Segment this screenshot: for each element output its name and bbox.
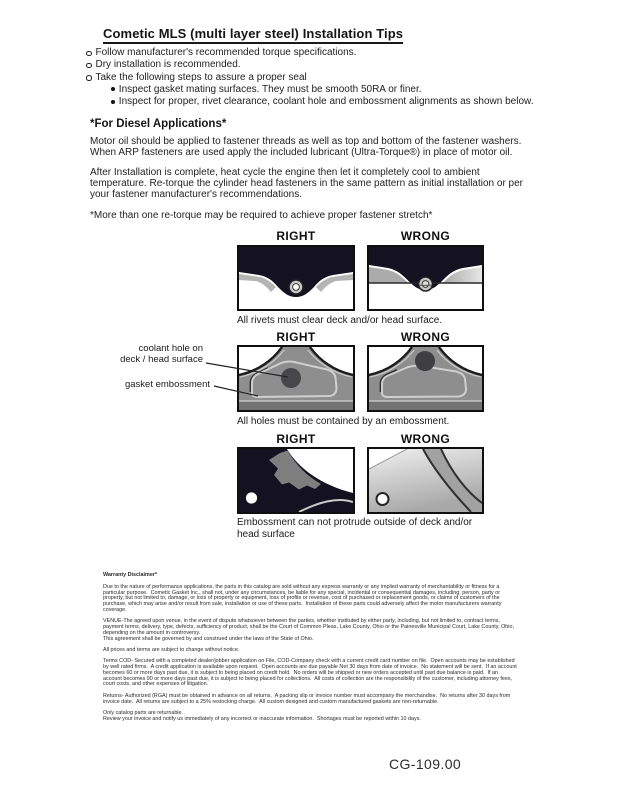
catalog-code: CG-109.00 <box>389 756 462 772</box>
bolt-hole <box>246 492 257 503</box>
diagram-caption: All holes must be contained by an embossment. <box>237 416 450 427</box>
wrong-label: WRONG <box>400 330 451 344</box>
disclaimer-heading: Warranty Disclaimer* <box>103 572 158 578</box>
open-bullet-icon <box>86 75 92 81</box>
diagram-protrude-wrong <box>367 447 484 514</box>
annotation-text: deck / head surface <box>120 354 203 365</box>
tip-text: Follow manufacturer's recommended torque specifications. <box>95 47 357 58</box>
disclaimer-paragraph: This agreement shall be governed by and construed under the laws of the State of Ohio. <box>103 635 314 642</box>
disclaimer-paragraph: All prices and terms are subject to change without notice. <box>103 646 240 653</box>
filled-bullet-icon <box>111 100 115 104</box>
list-item <box>86 84 536 96</box>
diesel-heading: *For Diesel Applications* <box>90 118 227 130</box>
open-bullet-icon <box>86 51 92 57</box>
coolant-hole-annotation <box>73 343 203 365</box>
annotation-pointer-lines <box>200 355 300 405</box>
paragraph: After Installation is complete, heat cycle the engine then let it completely cool to ambient temperature. Re-torque the cylinder head fasteners in the same pattern as initial installation or per your fastener manufacturer's recommendations. <box>90 167 526 201</box>
diagram-hole-wrong <box>367 345 484 412</box>
annotation-text: coolant hole on <box>138 343 203 354</box>
embossment-annotation <box>80 379 210 390</box>
page-title: Cometic MLS (multi layer steel) Installation Tips <box>103 26 403 44</box>
disclaimer-paragraph: Returns- Authorized (RGA) must be obtained in advance on all returns. A packing slip or invoice number must accompany the merchandise. No returns after 30 days from invoice date. All returns are subject to a 25% restocking charge. All custom designed and custom manufactured gaskets are non-returnable. <box>103 692 512 705</box>
right-label: RIGHT <box>276 432 316 446</box>
list-item <box>86 47 536 59</box>
diagram-rivet-right <box>237 245 355 311</box>
protrude-right-illustration <box>239 449 353 512</box>
bolt-hole <box>377 493 389 505</box>
disclaimer-paragraph: VENUE-The agreed upon venue, in the event of dispute whatsoever between the parties, whether instituted by either party, including, but not limited to, contract terms, payment terms, delivery, type, defects, sufficiency of product, shall be the Court of Common Pleas, Lake County, Ohio or the Painesville Municipal Court, Lake County, Ohio, depending on the amount in controversy. <box>103 618 516 636</box>
rivet-wrong-illustration <box>369 247 482 309</box>
paragraph: Motor oil should be applied to fastener threads as well as top and bottom of the fastener washers. When ARP fasteners are used apply the included lubricant (Ultra-Torque®) in place of motor oil. <box>90 136 525 159</box>
protrude-wrong-illustration <box>369 449 482 512</box>
diagram-caption: Embossment can not protrude outside of deck and/or head surface <box>237 517 473 540</box>
disclaimer-paragraph: Only catalog parts are returnable. <box>103 709 184 716</box>
hole-wrong-illustration <box>369 347 482 410</box>
paragraph: *More than one re-torque may be required to achieve proper fastener stretch* <box>90 210 433 221</box>
list-item <box>86 72 536 84</box>
list-item <box>86 96 536 108</box>
tip-text: Dry installation is recommended. <box>95 59 241 71</box>
diagram-caption: All rivets must clear deck and/or head surface. <box>237 315 443 326</box>
open-bullet-icon <box>86 63 92 69</box>
warranty-disclaimer <box>103 573 517 728</box>
filled-bullet-icon <box>111 87 115 91</box>
list-item <box>86 59 536 71</box>
tip-text: Inspect gasket mating surfaces. They must be smooth 50RA or finer. <box>118 83 422 95</box>
right-label: RIGHT <box>276 330 316 344</box>
coolant-hole <box>415 351 435 371</box>
disclaimer-paragraph: Review your invoice and notify us immediately of any incorrect or inaccurate information. Shortages must be reported within 10 days. <box>103 715 421 722</box>
tip-text: Take the following steps to assure a proper seal <box>95 71 307 83</box>
wrong-label: WRONG <box>400 229 451 243</box>
rivet-right-illustration <box>239 247 353 309</box>
disclaimer-paragraph: Terms COD- Secured with a completed dealer/jobber application on File, COD-Company check with a current credit card number on file. Open accounts may be established by well rated firms. A credit application is available upon request. Open accounts are due payable Net 30 days from date of invoice. No statement will be sent. If an account becomes 60 or more days past due, it is subject to being placed on credit hold. No orders will be shipped or new orders accepted until past due balance is paid. If an account becomes 90 or more days past due, it is subject to being placed for collections. All costs of collection are the responsibility of the customer, including attorney fees, court costs, and other expenses of litigation. <box>103 658 519 688</box>
tip-text: Inspect for proper, rivet clearance, coolant hole and embossment alignments as shown below. <box>118 96 534 108</box>
wrong-label: WRONG <box>400 432 451 446</box>
diagram-rivet-wrong <box>367 245 484 311</box>
installation-tips-list <box>86 47 536 108</box>
diagram-protrude-right <box>237 447 355 514</box>
right-label: RIGHT <box>276 229 316 243</box>
disclaimer-paragraph: Due to the nature of performance applications, the parts in this catalog are sold without any express warranty or any implied warranty of merchantability or fitness for a particular purpose. Cometic Gasket Inc., shall not, under any circumstances, be liable for any special, incidental or consequential damages, including, person, party or property, but not limited to, damage, or loss of property or equipment, loss of profits or revenue, cost of purchased or replacement goods, or claims of customers of the purchase, which may arise and/or result from sale, installation or use of these parts. Installation of these parts could adversely affect the motor manufacturers warranty coverage. <box>103 583 503 613</box>
annotation-text: gasket embossment <box>124 379 210 390</box>
